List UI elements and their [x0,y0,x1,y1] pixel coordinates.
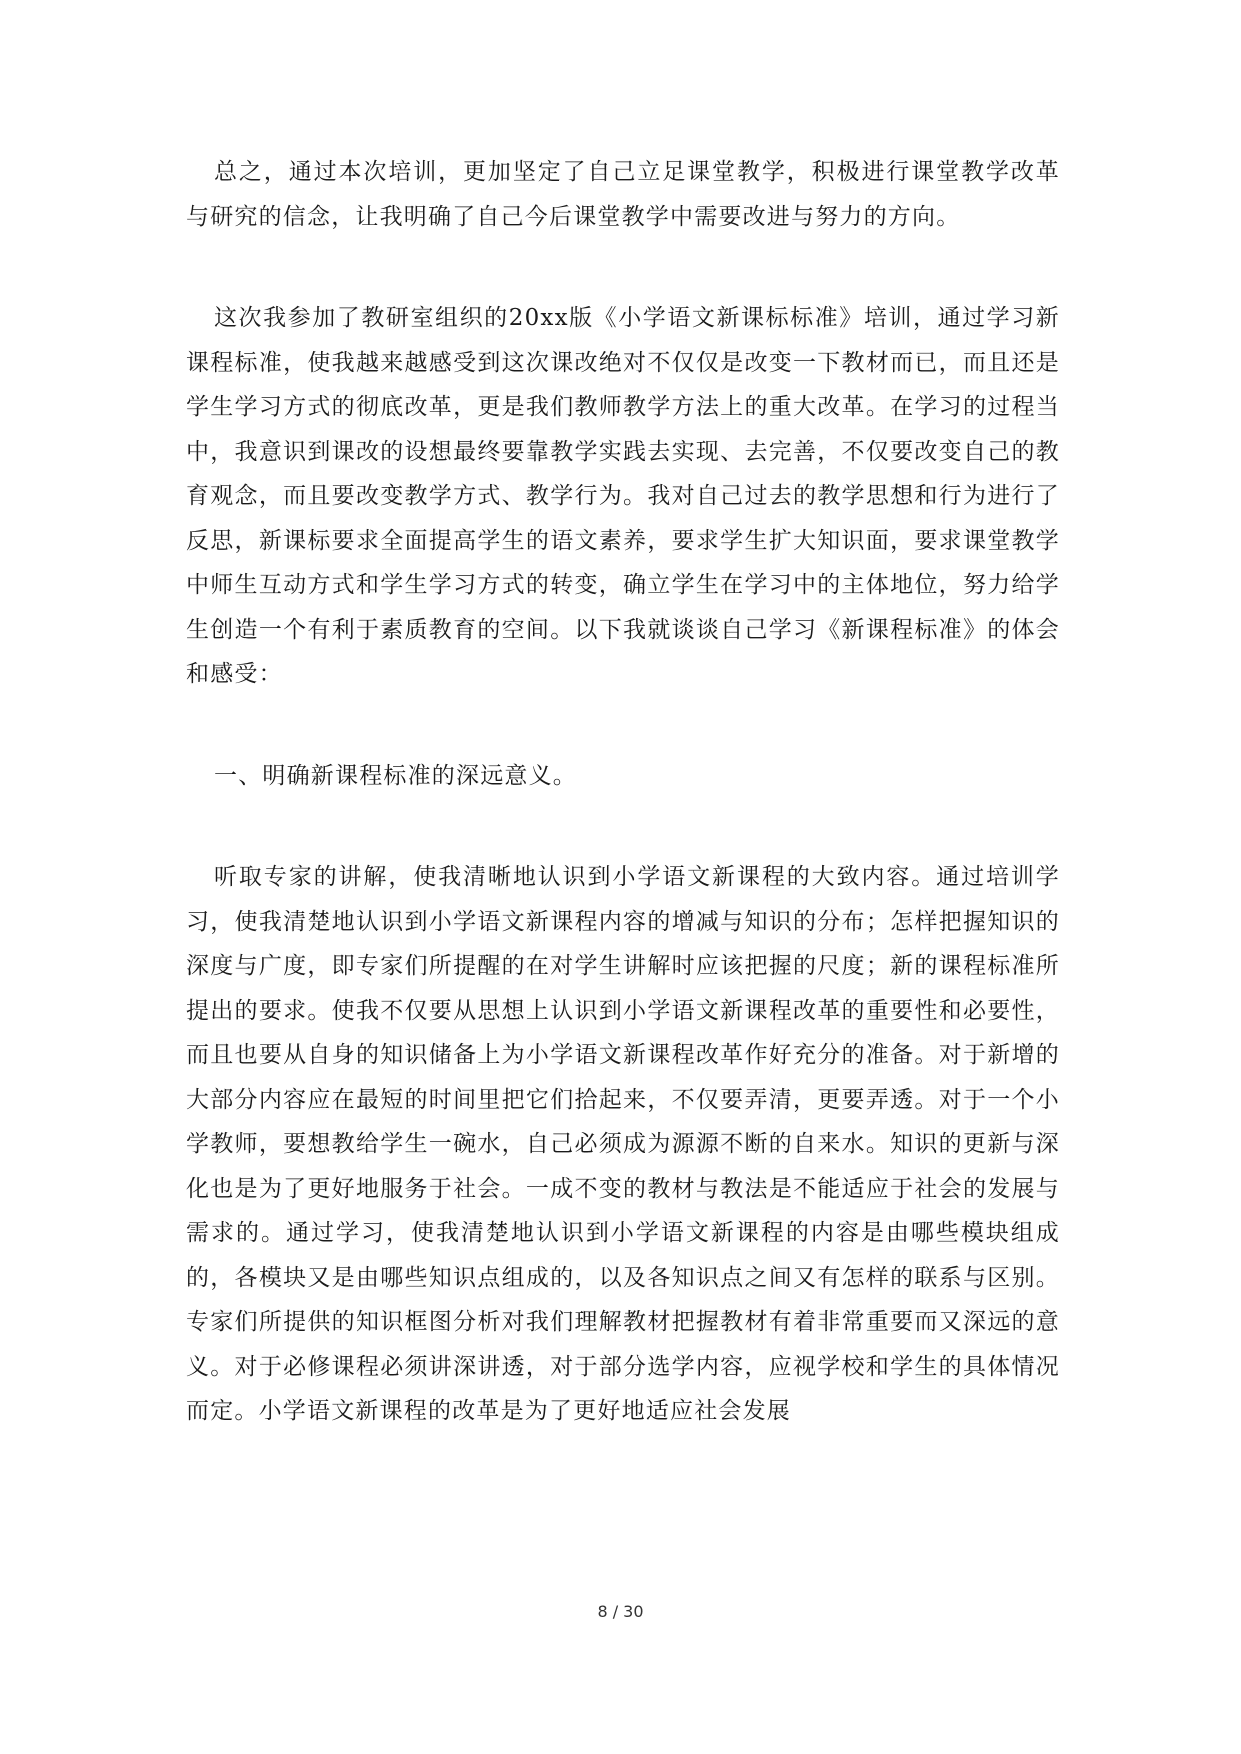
paragraph-summary: 总之，通过本次培训，更加坚定了自己立足课堂教学，积极进行课堂教学改革与研究的信念，让我明确了自己今后课堂教学中需要改进与努力的方向。 [186,159,1060,230]
paragraph-spacer [186,239,1060,296]
paragraph-expert-lecture: 听取专家的讲解，使我清晰地认识到小学语文新课程的大致内容。通过培训学习，使我清楚地认识到小学语文新课程内容的增减与知识的分布；怎样把握知识的深度与广度，即专家们所提醒的在对学生讲解时应该把握的尺度；新的课程标准所提出的要求。使我不仅要从思想上认识到小学语文新课程改革的重要性和必要性，而且也要从自身的知识储备上为小学语文新课程改革作好充分的准备。对于新增的大部分内容应在最短的时间里把它们拾起来，不仅要弄清，更要弄透。对于一个小学教师，要想教给学生一碗水，自己必须成为源源不断的自来水。知识的更新与深化也是为了更好地服务于社会。一成不变的教材与教法是不能适应于社会的发展与需求的。通过学习，使我清楚地认识到小学语文新课程的内容是由哪些模块组成的，各模块又是由哪些知识点组成的，以及各知识点之间又有怎样的联系与区别。专家们所提供的知识框图分析对我们理解教材把握教材有着非常重要而又深远的意义。对于必修课程必须讲深讲透，对于部分选学内容，应视学校和学生的具体情况而定。小学语文新课程的改革是为了更好地适应社会发展 [186,864,1060,1424]
paragraph-training-intro: 这次我参加了教研室组织的20xx版《小学语文新课标标准》培训，通过学习新课程标准，使我越来越感受到这次课改绝对不仅仅是改变一下教材而已，而且还是学生学习方式的彻底改革，更是我们教师教学方法上的重大改革。在学习的过程当中，我意识到课改的设想最终要靠教学实践去实现、去完善，不仅要改变自己的教育观念，而且要改变教学方式、教学行为。我对自己过去的教学思想和行为进行了反思，新课标要求全面提高学生的语文素养，要求学生扩大知识面，要求课堂教学中师生互动方式和学生学习方式的转变，确立学生在学习中的主体地位，努力给学生创造一个有利于素质教育的空间。以下我就谈谈自己学习《新课程标准》的体会和感受： [186,305,1060,687]
document-body [186,150,1060,1434]
page-number: 8 / 30 [597,1602,644,1621]
paragraph-spacer [186,798,1060,855]
paragraph-spacer [186,697,1060,754]
section-heading: 一、明确新课程标准的深远意义。 [214,762,577,789]
